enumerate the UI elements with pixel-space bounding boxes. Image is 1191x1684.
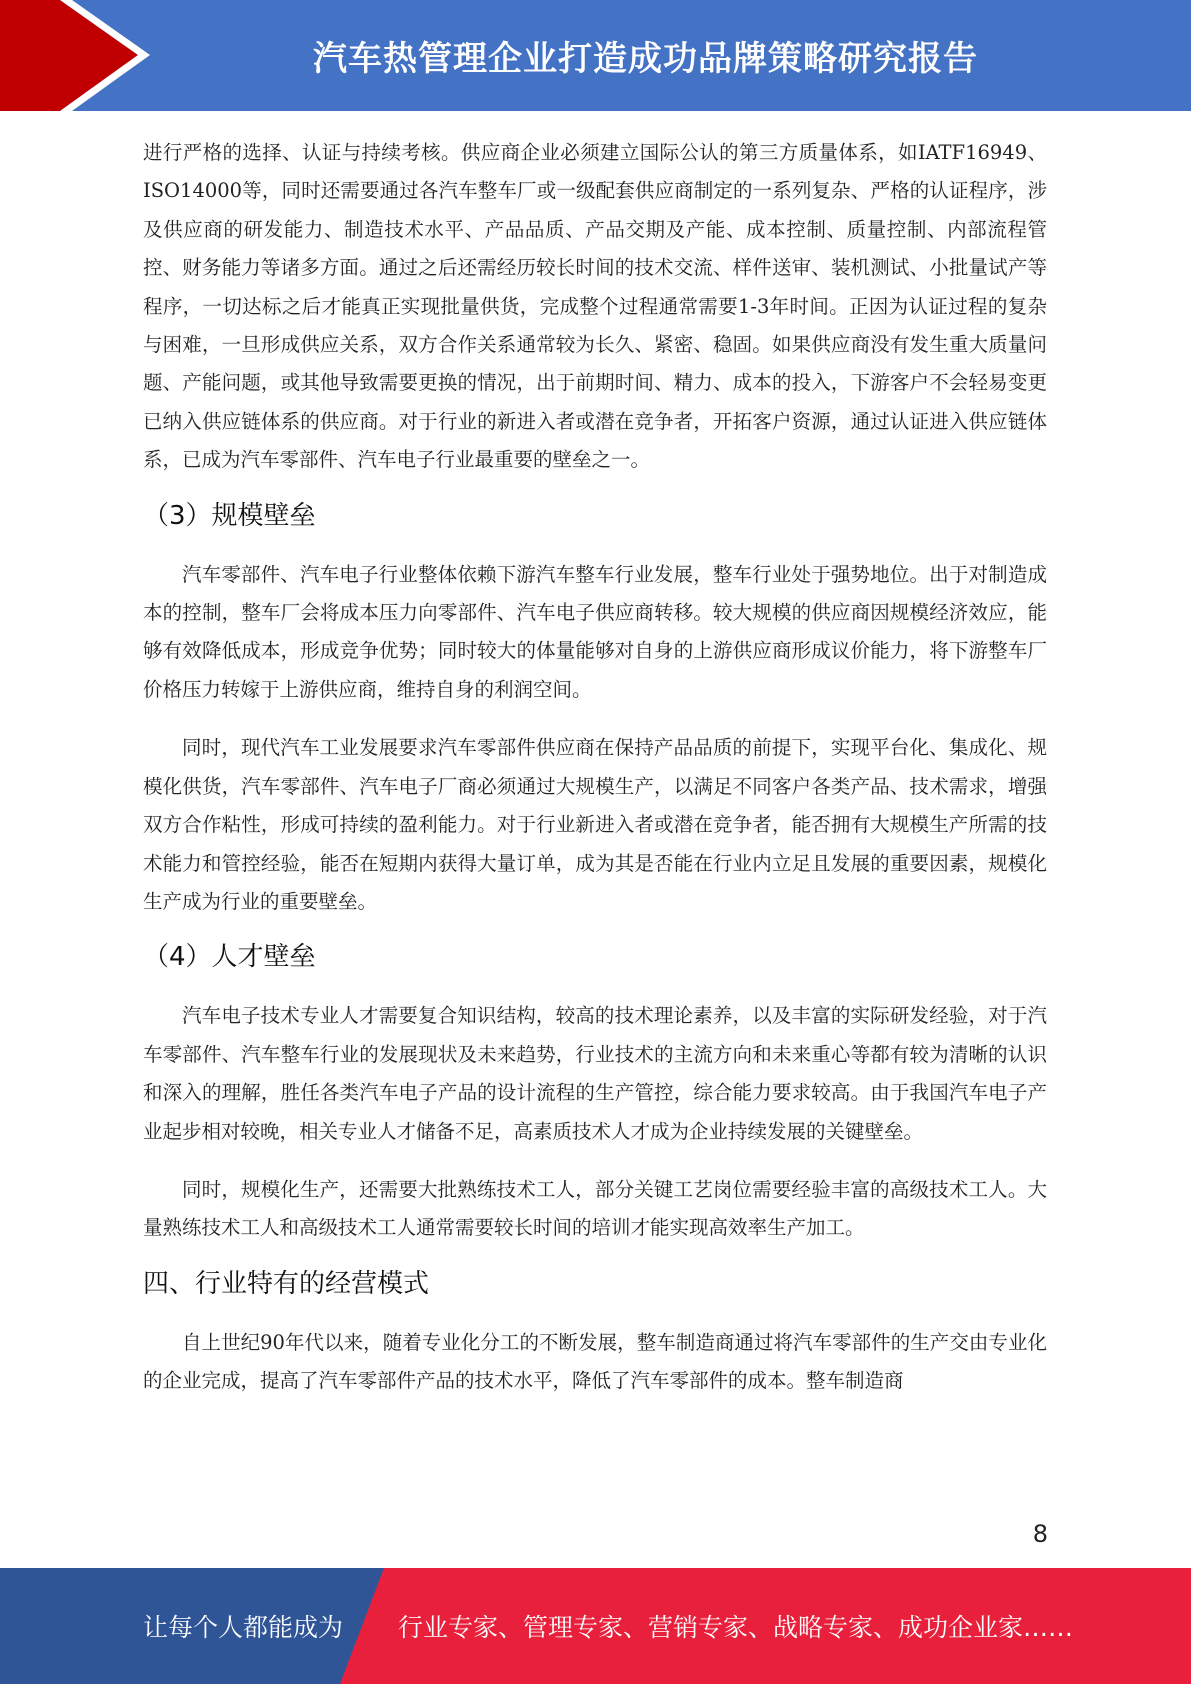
paragraph-scale-1: 汽车零部件、汽车电子行业整体依赖下游汽车整车行业发展，整车行业处于强势地位。出于对制造成本的控制，整车厂会将成本压力向零部件、汽车电子供应商转移。较大规模的供应商因规模经济效应，能够有效降低成本，形成竞争优势；同时较大的体量能够对自身的上游供应商形成议价能力，将下游整车厂价格压力转嫁于上游供应商，维持自身的利润空间。 xyxy=(143,562,1047,701)
page-number: 8 xyxy=(1032,1520,1048,1548)
paragraph-talent-2: 同时，规模化生产，还需要大批熟练技术工人，部分关键工艺岗位需要经验丰富的高级技术工人。大量熟练技术工人和高级技术工人通常需要较长时间的培训才能实现高效率生产加工。 xyxy=(143,1177,1047,1240)
page-content xyxy=(143,134,1047,1401)
header-arrow-icon xyxy=(0,0,160,111)
page-header xyxy=(0,0,1191,111)
paragraph-scale-2: 同时，现代汽车工业发展要求汽车零部件供应商在保持产品品质的前提下，实现平台化、集成化、规模化供货，汽车零部件、汽车电子厂商必须通过大规模生产，以满足不同客户各类产品、技术需求，增强双方合作粘性，形成可持续的盈利能力。对于行业新进入者或潜在竞争者，能否拥有大规模生产所需的技术能力和管控经验，能否在短期内获得大量订单，成为其是否能在行业内立足且发展的重要因素，规模化生产成为行业的重要壁垒。 xyxy=(143,736,1047,913)
page-footer xyxy=(0,1568,1191,1684)
paragraph-business-model: 自上世纪90年代以来，随着专业化分工的不断发展，整车制造商通过将汽车零部件的生产交由专业化的企业完成，提高了汽车零部件产品的技术水平，降低了汽车零部件的成本。整车制造商 xyxy=(143,1330,1047,1393)
paragraph-certification: 进行严格的选择、认证与持续考核。供应商企业必须建立国际公认的第三方质量体系，如IATF16949、ISO14000等，同时还需要通过各汽车整车厂或一级配套供应商制定的一系列复杂、严格的认证程序，涉及供应商的研发能力、制造技术水平、产品品质、产品交期及产能、成本控制、质量控制、内部流程管控、财务能力等诸多方面。通过之后还需经历较长时间的技术交流、样件送审、装机测试、小批量试产等程序，一切达标之后才能真正实现批量供货，完成整个过程通常需要1-3年时间。正因为认证过程的复杂与困难，一旦形成供应关系，双方合作关系通常较为长久、紧密、稳固。如果供应商没有发生重大质量问题、产能问题，或其他导致需要更换的情况，出于前期时间、精力、成本的投入，下游客户不会轻易变更已纳入供应链体系的供应商。对于行业的新进入者或潜在竞争者，开拓客户资源，通过认证进入供应链体系，已成为汽车零部件、汽车电子行业最重要的壁垒之一。 xyxy=(143,141,1047,472)
heading-talent-barrier: （4）人才壁垒 xyxy=(143,942,316,973)
heading-scale-barrier: （3）规模壁垒 xyxy=(143,500,316,531)
report-title: 汽车热管理企业打造成功品牌策略研究报告 xyxy=(313,39,978,79)
paragraph-talent-1: 汽车电子技术专业人才需要复合知识结构，较高的技术理论素养，以及丰富的实际研发经验，对于汽车零部件、汽车整车行业的发展现状及未来趋势，行业技术的主流方向和未来重心等都有较为清晰的认识和深入的理解，胜任各类汽车电子产品的设计流程的生产管控，综合能力要求较高。由于我国汽车电子产业起步相对较晚，相关专业人才储备不足，高素质技术人才成为企业持续发展的关键壁垒。 xyxy=(143,1004,1047,1143)
footer-slogan-left: 让每个人都能成为 xyxy=(143,1613,344,1642)
section-heading-business-model: 四、行业特有的经营模式 xyxy=(143,1268,430,1299)
footer-slogan-right: 行业专家、管理专家、营销专家、战略专家、成功企业家…… xyxy=(398,1613,1074,1642)
